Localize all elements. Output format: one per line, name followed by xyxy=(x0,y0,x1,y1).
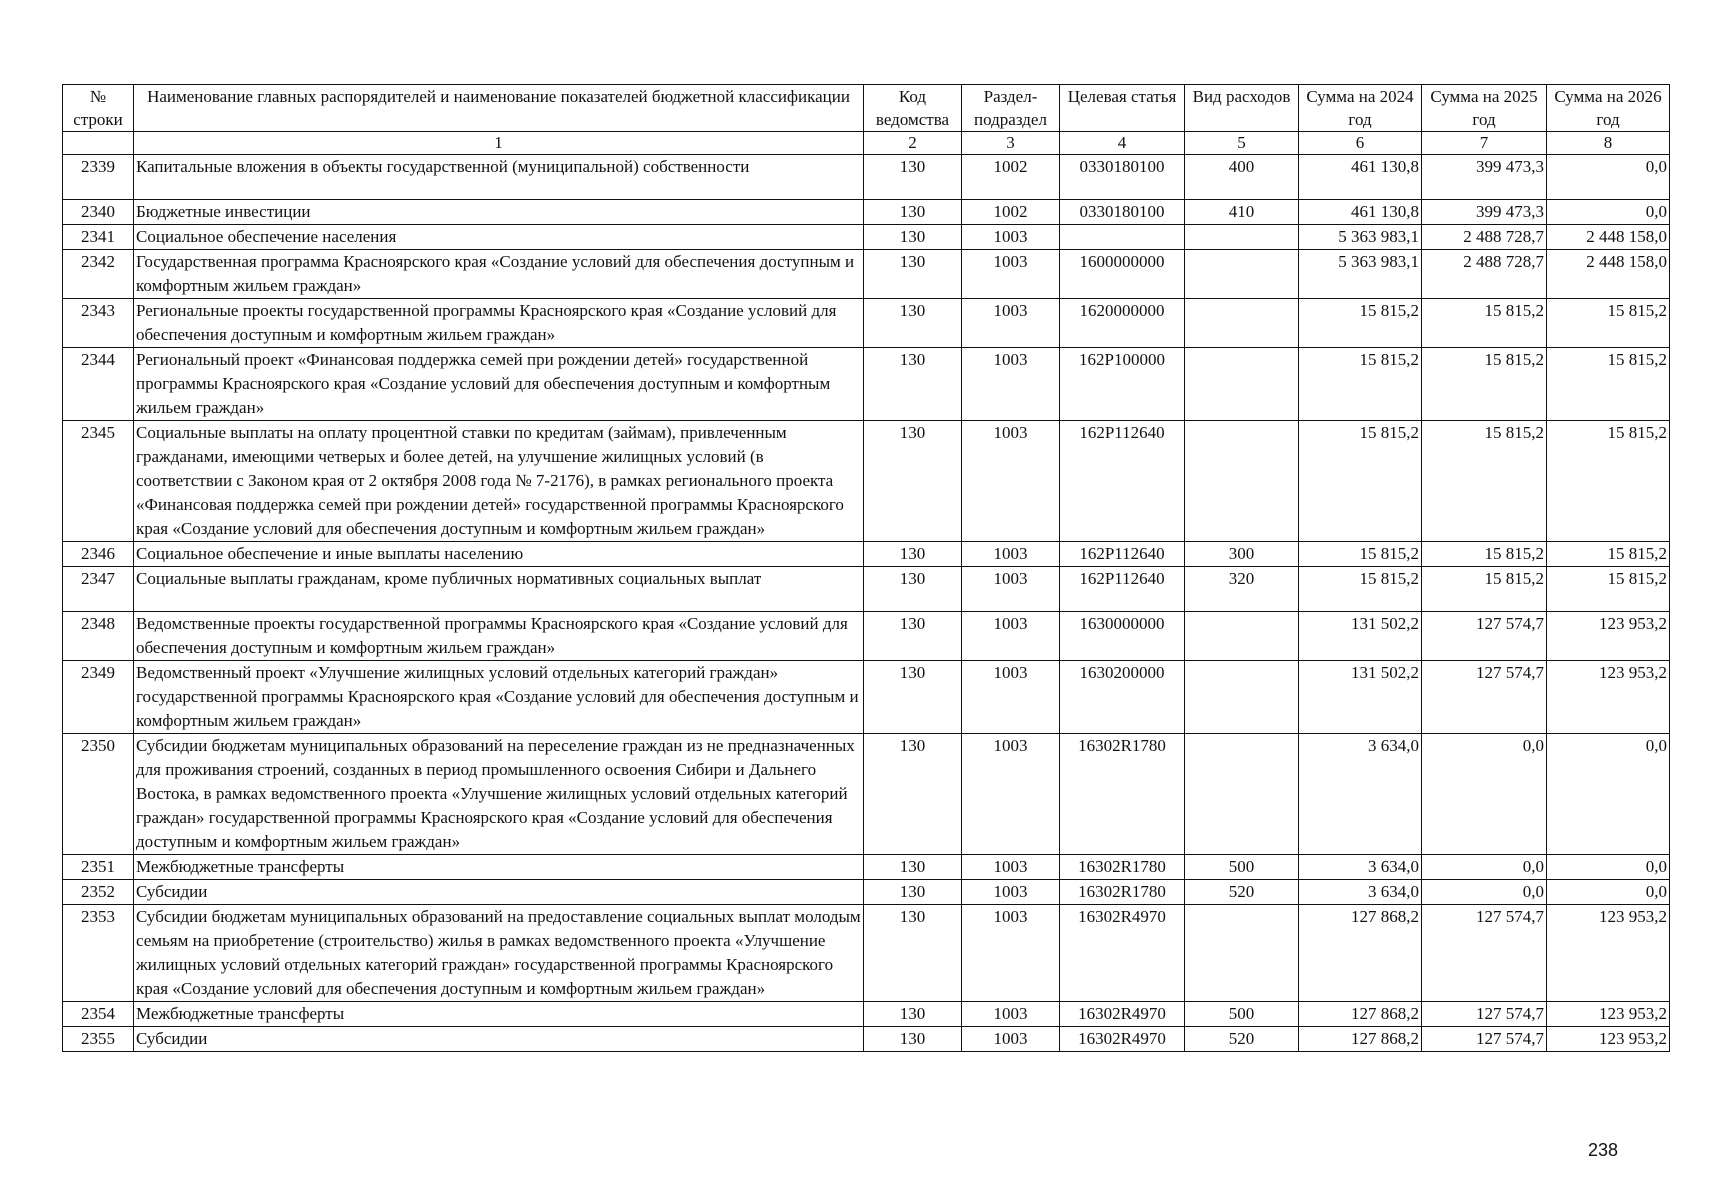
sum-2026-cell: 123 953,2 xyxy=(1547,661,1670,734)
target-article-cell: 1630000000 xyxy=(1060,612,1185,661)
department-code-cell: 130 xyxy=(864,155,962,200)
table-row xyxy=(63,348,1670,421)
sum-2024-cell: 461 130,8 xyxy=(1299,200,1422,225)
expense-kind-cell: 500 xyxy=(1185,1002,1299,1027)
table-row xyxy=(63,225,1670,250)
item-name-cell: Социальное обеспечение населения xyxy=(134,225,864,250)
row-number-cell: 2352 xyxy=(63,880,134,905)
table-row xyxy=(63,421,1670,542)
item-name-cell: Субсидии бюджетам муниципальных образований на предоставление социальных выплат молодым семьям на приобретение (строительство) жилья в рамках ведомственного проекта «Улучшение жилищных условий отдельных категорий граждан» государственной программы Красноярского края «Создание условий для обеспечения доступным и комфортным жильем граждан» xyxy=(134,905,864,1002)
item-name-cell: Ведомственный проект «Улучшение жилищных условий отдельных категорий граждан» государственной программы Красноярского края «Создание условий для обеспечения доступным и комфортным жильем граждан» xyxy=(134,661,864,734)
sum-2025-cell: 0,0 xyxy=(1422,734,1547,855)
target-article-cell: 162P112640 xyxy=(1060,567,1185,612)
section-code-cell: 1003 xyxy=(962,299,1060,348)
department-code-cell: 130 xyxy=(864,880,962,905)
department-code-cell: 130 xyxy=(864,1002,962,1027)
sum-2025-cell: 399 473,3 xyxy=(1422,155,1547,200)
sum-2024-cell: 5 363 983,1 xyxy=(1299,225,1422,250)
sum-2024-cell: 15 815,2 xyxy=(1299,421,1422,542)
expense-kind-cell xyxy=(1185,348,1299,421)
expense-kind-cell xyxy=(1185,612,1299,661)
row-number-cell: 2344 xyxy=(63,348,134,421)
header-target-article: Целевая статья xyxy=(1060,85,1185,132)
row-number-cell: 2350 xyxy=(63,734,134,855)
column-number: 4 xyxy=(1060,132,1185,155)
target-article-cell: 16302R1780 xyxy=(1060,855,1185,880)
department-code-cell: 130 xyxy=(864,855,962,880)
sum-2024-cell: 127 868,2 xyxy=(1299,1002,1422,1027)
sum-2024-cell: 5 363 983,1 xyxy=(1299,250,1422,299)
sum-2024-cell: 3 634,0 xyxy=(1299,855,1422,880)
sum-2026-cell: 15 815,2 xyxy=(1547,348,1670,421)
sum-2024-cell: 127 868,2 xyxy=(1299,1027,1422,1052)
sum-2024-cell: 15 815,2 xyxy=(1299,542,1422,567)
expense-kind-cell: 400 xyxy=(1185,155,1299,200)
department-code-cell: 130 xyxy=(864,200,962,225)
sum-2026-cell: 0,0 xyxy=(1547,734,1670,855)
department-code-cell: 130 xyxy=(864,905,962,1002)
section-code-cell: 1003 xyxy=(962,421,1060,542)
sum-2026-cell: 15 815,2 xyxy=(1547,542,1670,567)
header-expense-kind: Вид расходов xyxy=(1185,85,1299,132)
section-code-cell: 1003 xyxy=(962,348,1060,421)
item-name-cell: Межбюджетные трансферты xyxy=(134,855,864,880)
row-number-cell: 2341 xyxy=(63,225,134,250)
section-code-cell: 1003 xyxy=(962,612,1060,661)
sum-2025-cell: 127 574,7 xyxy=(1422,1027,1547,1052)
target-article-cell: 16302R1780 xyxy=(1060,880,1185,905)
department-code-cell: 130 xyxy=(864,250,962,299)
department-code-cell: 130 xyxy=(864,225,962,250)
item-name-cell: Субсидии xyxy=(134,880,864,905)
row-number-cell: 2343 xyxy=(63,299,134,348)
item-name-cell: Субсидии бюджетам муниципальных образований на переселение граждан из не предназначенных для проживания строений, созданных в период промышленного освоения Сибири и Дальнего Востока, в рамках ведомственного проекта «Улучшение жилищных условий отдельных категорий граждан» государственной программы Красноярского края «Создание условий для обеспечения доступным и комфортным жильем граждан» xyxy=(134,734,864,855)
expense-kind-cell: 300 xyxy=(1185,542,1299,567)
header-name: Наименование главных распорядителей и наименование показателей бюджетной классификации xyxy=(134,85,864,132)
sum-2024-cell: 131 502,2 xyxy=(1299,612,1422,661)
header-row-number: № строки xyxy=(63,85,134,132)
row-number-cell: 2342 xyxy=(63,250,134,299)
sum-2026-cell: 2 448 158,0 xyxy=(1547,225,1670,250)
item-name-cell: Государственная программа Красноярского края «Создание условий для обеспечения доступным и комфортным жильем граждан» xyxy=(134,250,864,299)
column-number-row xyxy=(63,132,1670,155)
row-number-cell: 2347 xyxy=(63,567,134,612)
sum-2026-cell: 2 448 158,0 xyxy=(1547,250,1670,299)
sum-2025-cell: 15 815,2 xyxy=(1422,542,1547,567)
sum-2024-cell: 3 634,0 xyxy=(1299,880,1422,905)
sum-2026-cell: 15 815,2 xyxy=(1547,299,1670,348)
table-row xyxy=(63,880,1670,905)
sum-2026-cell: 123 953,2 xyxy=(1547,612,1670,661)
item-name-cell: Ведомственные проекты государственной программы Красноярского края «Создание условий для обеспечения доступным и комфортным жильем граждан» xyxy=(134,612,864,661)
expense-kind-cell: 410 xyxy=(1185,200,1299,225)
item-name-cell: Социальное обеспечение и иные выплаты населению xyxy=(134,542,864,567)
sum-2025-cell: 2 488 728,7 xyxy=(1422,250,1547,299)
row-number-cell: 2339 xyxy=(63,155,134,200)
row-number-cell: 2355 xyxy=(63,1027,134,1052)
target-article-cell: 1600000000 xyxy=(1060,250,1185,299)
table-row xyxy=(63,542,1670,567)
table-row xyxy=(63,1027,1670,1052)
column-number: 6 xyxy=(1299,132,1422,155)
section-code-cell: 1002 xyxy=(962,155,1060,200)
target-article-cell xyxy=(1060,225,1185,250)
sum-2026-cell: 123 953,2 xyxy=(1547,1027,1670,1052)
sum-2024-cell: 15 815,2 xyxy=(1299,567,1422,612)
budget-table-container xyxy=(62,84,1669,1052)
row-number-cell: 2349 xyxy=(63,661,134,734)
section-code-cell: 1003 xyxy=(962,1027,1060,1052)
sum-2025-cell: 15 815,2 xyxy=(1422,299,1547,348)
item-name-cell: Субсидии xyxy=(134,1027,864,1052)
page-number: 238 xyxy=(1588,1140,1619,1160)
expense-kind-cell xyxy=(1185,421,1299,542)
expense-kind-cell: 500 xyxy=(1185,855,1299,880)
sum-2025-cell: 0,0 xyxy=(1422,855,1547,880)
target-article-cell: 16302R4970 xyxy=(1060,905,1185,1002)
row-number-cell: 2354 xyxy=(63,1002,134,1027)
sum-2026-cell: 0,0 xyxy=(1547,200,1670,225)
sum-2026-cell: 123 953,2 xyxy=(1547,1002,1670,1027)
sum-2025-cell: 0,0 xyxy=(1422,880,1547,905)
column-number: 7 xyxy=(1422,132,1547,155)
column-number: 1 xyxy=(134,132,864,155)
expense-kind-cell xyxy=(1185,661,1299,734)
table-row xyxy=(63,661,1670,734)
sum-2024-cell: 461 130,8 xyxy=(1299,155,1422,200)
sum-2024-cell: 127 868,2 xyxy=(1299,905,1422,1002)
department-code-cell: 130 xyxy=(864,567,962,612)
section-code-cell: 1003 xyxy=(962,734,1060,855)
expense-kind-cell xyxy=(1185,734,1299,855)
item-name-cell: Бюджетные инвестиции xyxy=(134,200,864,225)
sum-2025-cell: 127 574,7 xyxy=(1422,612,1547,661)
column-number: 5 xyxy=(1185,132,1299,155)
header-sum-2025: Сумма на 2025 год xyxy=(1422,85,1547,132)
sum-2026-cell: 0,0 xyxy=(1547,880,1670,905)
section-code-cell: 1003 xyxy=(962,661,1060,734)
expense-kind-cell xyxy=(1185,250,1299,299)
table-row xyxy=(63,612,1670,661)
department-code-cell: 130 xyxy=(864,542,962,567)
section-code-cell: 1003 xyxy=(962,542,1060,567)
header-sum-2024: Сумма на 2024 год xyxy=(1299,85,1422,132)
row-number-cell: 2348 xyxy=(63,612,134,661)
sum-2025-cell: 15 815,2 xyxy=(1422,348,1547,421)
table-body xyxy=(63,155,1670,1052)
sum-2025-cell: 15 815,2 xyxy=(1422,567,1547,612)
section-code-cell: 1003 xyxy=(962,225,1060,250)
department-code-cell: 130 xyxy=(864,612,962,661)
sum-2026-cell: 15 815,2 xyxy=(1547,421,1670,542)
department-code-cell: 130 xyxy=(864,1027,962,1052)
row-number-cell: 2345 xyxy=(63,421,134,542)
sum-2025-cell: 399 473,3 xyxy=(1422,200,1547,225)
item-name-cell: Региональные проекты государственной программы Красноярского края «Создание условий для обеспечения доступным и комфортным жильем граждан» xyxy=(134,299,864,348)
item-name-cell: Капитальные вложения в объекты государственной (муниципальной) собственности xyxy=(134,155,864,200)
row-number-cell: 2340 xyxy=(63,200,134,225)
sum-2024-cell: 3 634,0 xyxy=(1299,734,1422,855)
section-code-cell: 1003 xyxy=(962,567,1060,612)
item-name-cell: Социальные выплаты гражданам, кроме публичных нормативных социальных выплат xyxy=(134,567,864,612)
expense-kind-cell xyxy=(1185,225,1299,250)
department-code-cell: 130 xyxy=(864,299,962,348)
item-name-cell: Региональный проект «Финансовая поддержка семей при рождении детей» государственной программы Красноярского края «Создание условий для обеспечения доступным и комфортным жильем граждан» xyxy=(134,348,864,421)
department-code-cell: 130 xyxy=(864,661,962,734)
column-number: 3 xyxy=(962,132,1060,155)
section-code-cell: 1003 xyxy=(962,880,1060,905)
item-name-cell: Социальные выплаты на оплату процентной ставки по кредитам (займам), привлеченным гражданами, имеющими четверых и более детей, на улучшение жилищных условий (в соответствии с Законом края от 2 октября 2008 года № 7-2176), в рамках регионального проекта «Финансовая поддержка семей при рождении детей» государственной программы Красноярского края «Создание условий для обеспечения доступным и комфортным жильем граждан» xyxy=(134,421,864,542)
table-row xyxy=(63,200,1670,225)
column-number: 8 xyxy=(1547,132,1670,155)
department-code-cell: 130 xyxy=(864,348,962,421)
sum-2025-cell: 127 574,7 xyxy=(1422,661,1547,734)
sum-2025-cell: 15 815,2 xyxy=(1422,421,1547,542)
table-row xyxy=(63,155,1670,200)
sum-2026-cell: 15 815,2 xyxy=(1547,567,1670,612)
sum-2026-cell: 0,0 xyxy=(1547,855,1670,880)
sum-2025-cell: 127 574,7 xyxy=(1422,905,1547,1002)
expense-kind-cell: 520 xyxy=(1185,880,1299,905)
column-number xyxy=(63,132,134,155)
target-article-cell: 16302R1780 xyxy=(1060,734,1185,855)
row-number-cell: 2353 xyxy=(63,905,134,1002)
section-code-cell: 1002 xyxy=(962,200,1060,225)
target-article-cell: 0330180100 xyxy=(1060,200,1185,225)
column-number: 2 xyxy=(864,132,962,155)
table-row xyxy=(63,567,1670,612)
expense-kind-cell: 320 xyxy=(1185,567,1299,612)
header-department-code: Код ведомства xyxy=(864,85,962,132)
table-row xyxy=(63,734,1670,855)
target-article-cell: 1620000000 xyxy=(1060,299,1185,348)
budget-table xyxy=(62,84,1670,1052)
row-number-cell: 2351 xyxy=(63,855,134,880)
header-section: Раздел-подраздел xyxy=(962,85,1060,132)
table-row xyxy=(63,905,1670,1002)
section-code-cell: 1003 xyxy=(962,855,1060,880)
table-row xyxy=(63,250,1670,299)
expense-kind-cell: 520 xyxy=(1185,1027,1299,1052)
sum-2024-cell: 131 502,2 xyxy=(1299,661,1422,734)
section-code-cell: 1003 xyxy=(962,250,1060,299)
table-row xyxy=(63,299,1670,348)
row-number-cell: 2346 xyxy=(63,542,134,567)
section-code-cell: 1003 xyxy=(962,905,1060,1002)
sum-2025-cell: 127 574,7 xyxy=(1422,1002,1547,1027)
table-header-row xyxy=(63,85,1670,132)
target-article-cell: 162P100000 xyxy=(1060,348,1185,421)
expense-kind-cell xyxy=(1185,905,1299,1002)
department-code-cell: 130 xyxy=(864,734,962,855)
section-code-cell: 1003 xyxy=(962,1002,1060,1027)
target-article-cell: 16302R4970 xyxy=(1060,1027,1185,1052)
header-sum-2026: Сумма на 2026 год xyxy=(1547,85,1670,132)
sum-2026-cell: 123 953,2 xyxy=(1547,905,1670,1002)
table-row xyxy=(63,1002,1670,1027)
department-code-cell: 130 xyxy=(864,421,962,542)
target-article-cell: 162P112640 xyxy=(1060,542,1185,567)
sum-2025-cell: 2 488 728,7 xyxy=(1422,225,1547,250)
item-name-cell: Межбюджетные трансферты xyxy=(134,1002,864,1027)
expense-kind-cell xyxy=(1185,299,1299,348)
table-row xyxy=(63,855,1670,880)
sum-2026-cell: 0,0 xyxy=(1547,155,1670,200)
sum-2024-cell: 15 815,2 xyxy=(1299,348,1422,421)
target-article-cell: 0330180100 xyxy=(1060,155,1185,200)
target-article-cell: 1630200000 xyxy=(1060,661,1185,734)
sum-2024-cell: 15 815,2 xyxy=(1299,299,1422,348)
target-article-cell: 162P112640 xyxy=(1060,421,1185,542)
target-article-cell: 16302R4970 xyxy=(1060,1002,1185,1027)
